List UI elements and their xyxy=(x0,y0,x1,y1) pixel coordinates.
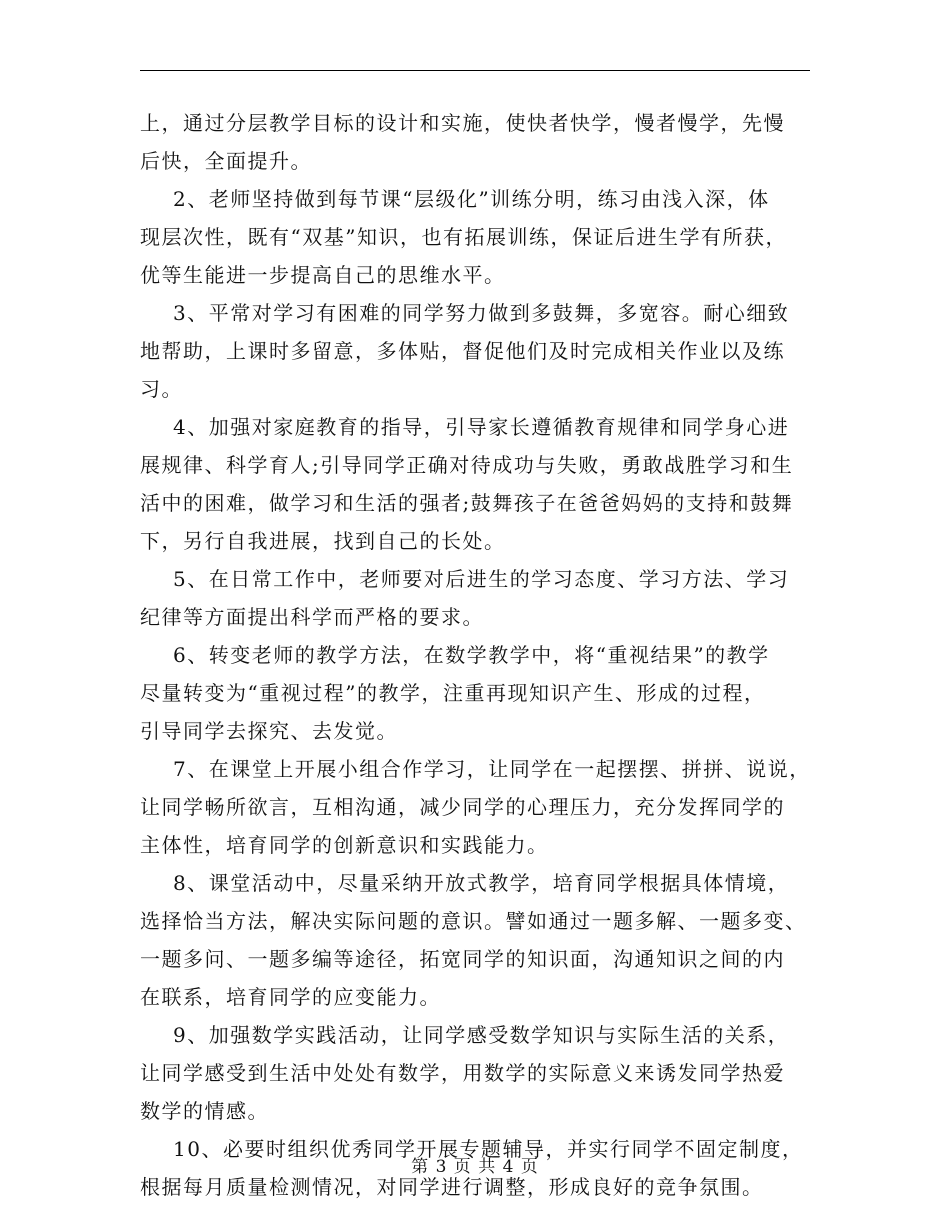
header-rule xyxy=(140,70,810,71)
text-line: 10、必要时组织优秀同学开展专题辅导，并实行同学不固定制度， xyxy=(173,1137,804,1161)
text-line: 纪律等方面提出科学而严格的要求。 xyxy=(140,605,484,629)
text-line: 地帮助，上课时多留意，多体贴，督促他们及时完成相关作业以及练 xyxy=(140,339,785,363)
text-line: 尽量转变为“重视过程”的教学，注重再现知识产生、形成的过程， xyxy=(140,681,766,705)
text-line: 让同学感受到生活中处处有数学，用数学的实际意义来诱发同学热爱 xyxy=(140,1061,785,1085)
text-line: 后快，全面提升。 xyxy=(140,149,312,173)
text-line: 9、加强数学实践活动，让同学感受数学知识与实际生活的关系， xyxy=(173,1023,790,1047)
text-line: 8、课堂活动中，尽量采纳开放式教学，培育同学根据具体情境， xyxy=(173,871,790,895)
text-line: 5、在日常工作中，老师要对后进生的学习态度、学习方法、学习 xyxy=(173,567,790,591)
text-line: 数学的情感。 xyxy=(140,1099,269,1123)
text-line: 引导同学去探究、去发觉。 xyxy=(140,719,398,743)
text-line: 3、平常对学习有困难的同学努力做到多鼓舞，多宽容。耐心细致 xyxy=(173,301,790,325)
text-line: 习。 xyxy=(140,377,183,401)
text-line: 在联系，培育同学的应变能力。 xyxy=(140,985,441,1009)
text-line: 6、转变老师的教学方法，在数学教学中，将“重视结果”的教学 xyxy=(173,643,770,667)
text-line: 7、在课堂上开展小组合作学习，让同学在一起摆摆、拼拼、说说， xyxy=(173,757,811,781)
text-line: 展规律、科学育人;引导同学正确对待成功与失败，勇敢战胜学习和生 xyxy=(140,453,794,477)
text-line: 下，另行自我进展，找到自己的长处。 xyxy=(140,529,506,553)
text-line: 主体性，培育同学的创新意识和实践能力。 xyxy=(140,833,549,857)
text-line: 一题多问、一题多编等途径，拓宽同学的知识面，沟通知识之间的内 xyxy=(140,947,785,971)
text-line: 优等生能进一步提高自己的思维水平。 xyxy=(140,263,506,287)
text-line: 4、加强对家庭教育的指导，引导家长遵循教育规律和同学身心进 xyxy=(173,415,790,439)
text-line: 2、老师坚持做到每节课“层级化”训练分明，练习由浅入深，体 xyxy=(173,187,770,211)
document-body xyxy=(140,104,812,1206)
text-line: 选择恰当方法，解决实际问题的意识。譬如通过一题多解、一题多变、 xyxy=(140,909,807,933)
text-line: 根据每月质量检测情况，对同学进行调整，形成良好的竞争氛围。 xyxy=(140,1175,764,1199)
text-line: 活中的困难，做学习和生活的强者;鼓舞孩子在爸爸妈妈的支持和鼓舞 xyxy=(140,491,794,515)
text-line: 现层次性，既有“双基”知识，也有拓展训练，保证后进生学有所获， xyxy=(140,225,787,249)
page-footer: 第 3 页 共 4 页 xyxy=(411,1157,539,1177)
text-line: 让同学畅所欲言，互相沟通，减少同学的心理压力，充分发挥同学的 xyxy=(140,795,785,819)
text-line: 上，通过分层教学目标的设计和实施，使快者快学，慢者慢学，先慢 xyxy=(140,111,785,135)
